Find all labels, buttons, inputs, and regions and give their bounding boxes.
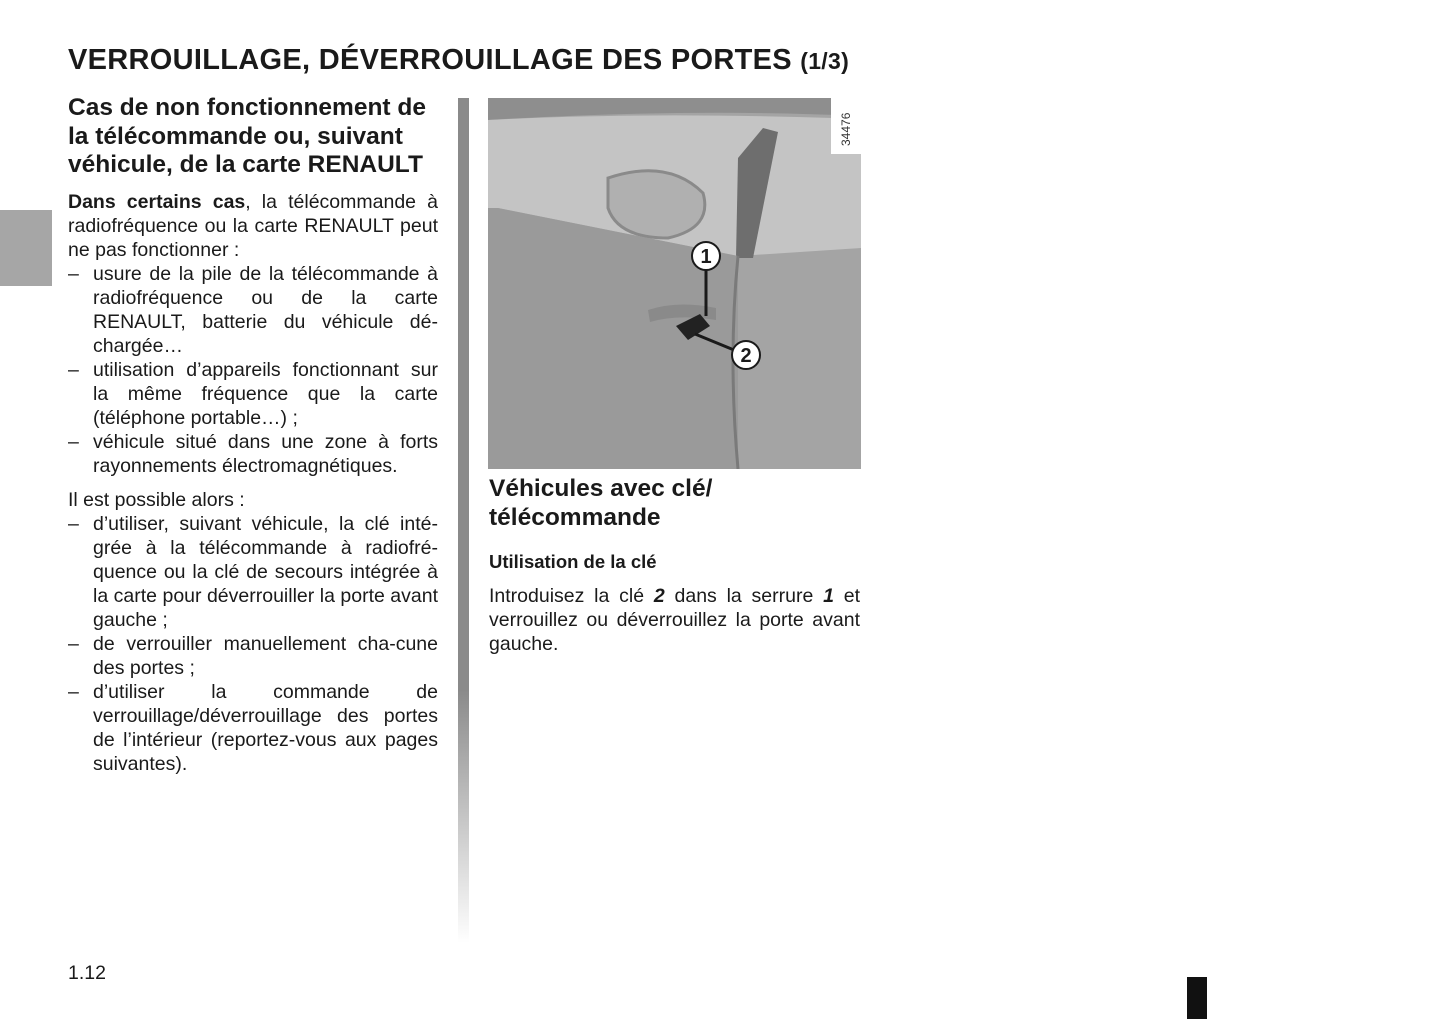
- intro-bold: Dans certains cas: [68, 190, 246, 213]
- dash-bullet: –: [68, 430, 79, 453]
- callout-label-1: 1: [700, 246, 712, 268]
- dash-bullet: –: [68, 262, 79, 285]
- list-item-text: d’utiliser, suivant véhicule, la clé inté-grée à la télécommande à radiofré-quence ou la clé de secours intégrée à la carte pour déverrouiller la porte avant gauche ;: [93, 512, 438, 631]
- dash-bullet: –: [68, 358, 79, 381]
- intro-rest: , la télécommande à radiofréquence ou la carte RENAULT peut ne pas fonctionner :: [68, 190, 438, 261]
- left-column: [68, 94, 438, 776]
- lock-reference: 1: [823, 585, 834, 607]
- list-item-text: véhicule situé dans une zone à forts rayonnements électromagnétiques.: [93, 430, 438, 477]
- list-item: [68, 430, 438, 478]
- column-divider: [458, 98, 469, 943]
- page-number: 1.12: [68, 962, 106, 984]
- dash-bullet: –: [68, 680, 79, 703]
- key-reference: 2: [653, 585, 665, 607]
- instruction-text-1: Introduisez la clé: [489, 585, 654, 607]
- page-part-indicator: (1/3): [800, 48, 850, 74]
- instruction-text-3: et verrouillez ou déverrouillez la porte avant gauche.: [489, 585, 861, 655]
- right-column: [489, 475, 860, 656]
- car-door-illustration: [488, 98, 861, 469]
- dash-bullet: –: [68, 632, 79, 655]
- solutions-list: [68, 512, 438, 776]
- page-title-text: VERROUILLAGE, DÉVERROUILLAGE DES PORTES: [68, 44, 792, 76]
- list-item: [68, 632, 438, 680]
- list-item-text: utilisation d’appareils fonctionnant sur la même fréquence que la carte (téléphone portable…) ;: [93, 358, 438, 429]
- figure-ref-number: 34476: [839, 112, 853, 146]
- instruction-text-2: dans la serrure: [664, 585, 824, 607]
- list-item: [68, 262, 438, 358]
- solutions-intro: Il est possible alors :: [68, 488, 245, 511]
- list-item: [68, 680, 438, 776]
- subheading-key-use: Utilisation de la clé: [489, 551, 657, 572]
- dash-bullet: –: [68, 512, 79, 535]
- causes-list: [68, 262, 438, 478]
- list-item-text: d’utiliser la commande de verrouillage/déverrouillage des portes de l’intérieur (reportez-vous aux pages suivantes).: [93, 680, 438, 775]
- section-heading-malfunction: Cas de non fonctionnement de la télécommande ou, suivant véhicule, de la carte RENAULT: [68, 94, 426, 178]
- page-corner-mark: [1187, 977, 1207, 1019]
- key-instructions: [489, 584, 860, 656]
- car-door-drawing: [488, 98, 861, 469]
- page-title: [68, 44, 849, 77]
- chapter-tab: [0, 210, 52, 286]
- callout-label-2: 2: [740, 345, 752, 367]
- section-heading-key-remote: Véhicules avec clé/ télécommande: [489, 475, 713, 531]
- list-item-text: usure de la pile de la télécommande à radiofréquence ou de la carte RENAULT, batterie du véhicule dé-chargée…: [93, 262, 438, 357]
- intro-paragraph: [68, 190, 438, 262]
- list-item-text: de verrouiller manuellement cha-cune des portes ;: [93, 632, 438, 679]
- list-item: [68, 512, 438, 632]
- list-item: [68, 358, 438, 430]
